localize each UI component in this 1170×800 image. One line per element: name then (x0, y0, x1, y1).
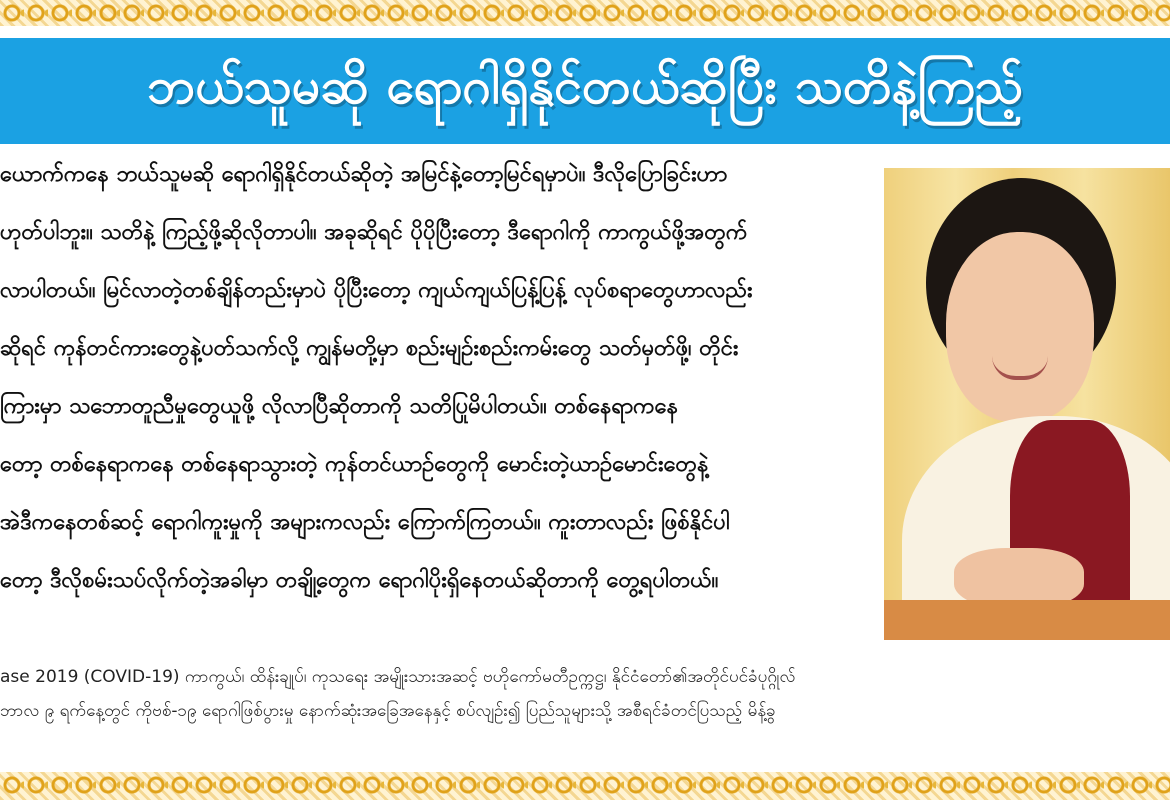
article-line: လာပါတယ်။ မြင်လာတဲ့တစ်ချိန်တည်းမှာပဲ ပိုပြီးတော့ ကျယ်ကျယ်ပြန့်ပြန့် လုပ်စရာတွေဟာလည်း (0, 278, 753, 303)
article-line: တော့ ဒီလိုစမ်းသပ်လိုက်တဲ့အခါမှာ တချို့တွေက ရောဂါပိုးရှိနေတယ်ဆိုတာကို တွေ့ရပါတယ်။ (0, 568, 719, 593)
photo-hand (954, 548, 1084, 608)
headline-banner (0, 38, 1170, 144)
photo-caption (0, 648, 1170, 770)
article-line: ကြားမှာ သဘောတူညီမှုတွေယူဖို့ လိုလာပြီဆိုတာကို သတိပြုမိပါတယ်။ တစ်နေရာကနေ (0, 394, 678, 419)
portrait-photo (884, 168, 1170, 640)
headline: ဘယ်သူမဆို ရောဂါရှိနိုင်တယ်ဆိုပြီး သတိနဲ့ကြည့် (146, 56, 1024, 115)
article-line: တော့ တစ်နေရာကနေ တစ်နေရာသွားတဲ့ ကုန်တင်ယာဉ်တွေကို မောင်းတဲ့ယာဉ်မောင်းတွေနဲ့ (0, 452, 709, 477)
caption-line: ဘာလ ၉ ရက်နေ့တွင် ကိုဗစ်-၁၉ ရောဂါဖြစ်ပွားမှု နောက်ဆုံးအခြေအနေနှင့် စပ်လျဉ်း၍ ပြည်သူများသို့ အစီရင်ခံတင်ပြသည့် မိန့်ခွ (0, 701, 776, 721)
caption-line: ase 2019 (COVID-19) ကာကွယ်၊ ထိန်းချုပ်၊ ကုသရေး အမျိုးသားအဆင့် ဗဟိုကော်မတီဥက္ကဋ္ဌ၊ နိုင်ငံတော်၏အတိုင်ပင်ခံပုဂ္ဂိုလ် (0, 667, 796, 687)
article-line: ယောက်ကနေ ဘယ်သူမဆို ရောဂါရှိနိုင်တယ်ဆိုတဲ့ အမြင်နဲ့တော့မြင်ရမှာပဲ။ ဒီလိုပြောခြင်းဟာ (0, 162, 728, 187)
article-line: ဆိုရင် ကုန်တင်ကားတွေနဲ့ပတ်သက်လို့ ကျွန်မတို့မှာ စည်းမျဉ်းစည်းကမ်းတွေ သတ်မှတ်ဖို့၊ တိုင်း (0, 336, 739, 361)
decorative-border-top (0, 0, 1170, 26)
article-line: ဟုတ်ပါဘူး။ သတိနဲ့ ကြည့်ဖို့ဆိုလိုတာပါ။ အခုဆိုရင် ပိုပိုပြီးတော့ ဒီရောဂါကို ကာကွယ်ဖို့အတွက် (0, 220, 748, 245)
decorative-border-bottom (0, 772, 1170, 800)
photo-face (946, 232, 1094, 422)
article-body (0, 155, 875, 645)
article-line: အဲဒီကနေတစ်ဆင့် ရောဂါကူးမှုကို အများကလည်း ကြောက်ကြတယ်။ ကူးတာလည်း ဖြစ်နိုင်ပါ (0, 510, 730, 535)
photo-desk (884, 600, 1170, 640)
